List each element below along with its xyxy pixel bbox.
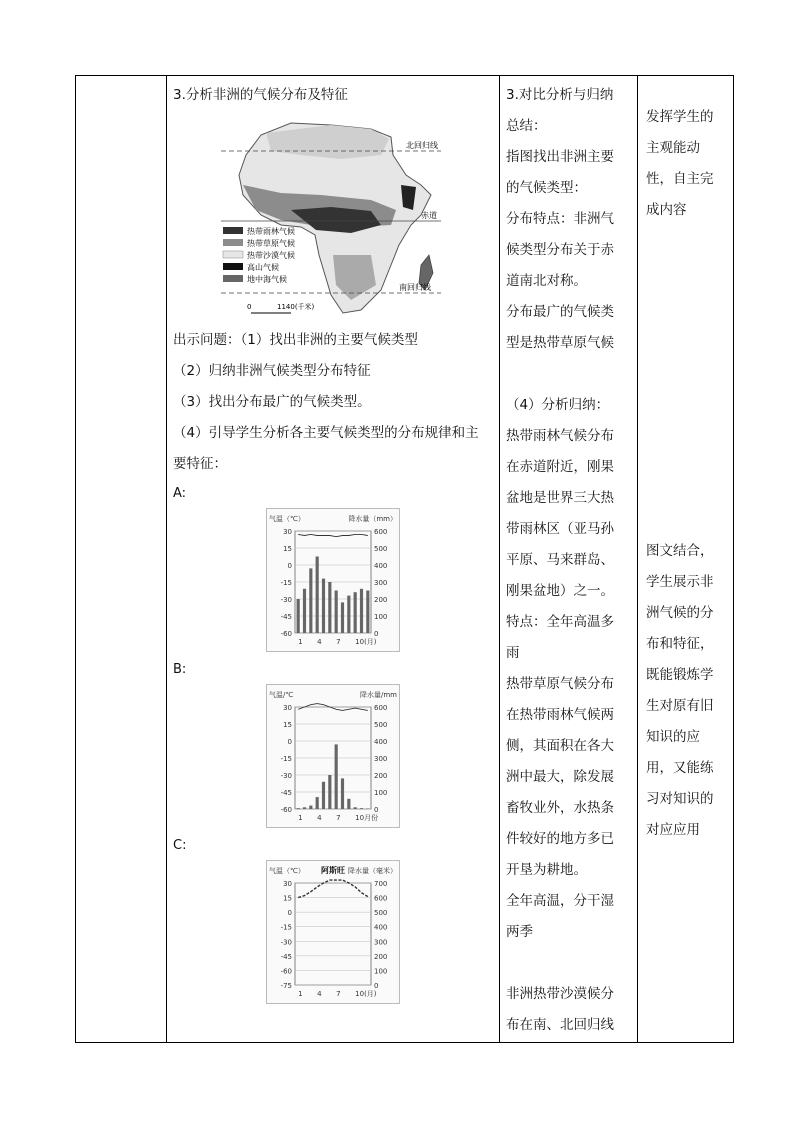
precip-bar [366, 591, 369, 634]
left-tick-label: 15 [283, 545, 292, 553]
precip-bar [322, 579, 325, 633]
student-text-line: 特点：全年高温多 [506, 614, 614, 630]
left-axis-label: 气温（℃） [269, 867, 305, 875]
right-tick-label: 700 [374, 880, 388, 888]
legend-label-3: 热带沙漠气候 [247, 251, 295, 260]
student-text-line: 开垦为耕地。 [506, 862, 587, 878]
student-text-line: 总结： [506, 118, 547, 134]
student-text-line: 盆地是世界三大热 [506, 490, 614, 506]
climate-chart-b [266, 684, 400, 828]
chart-b-label: B: [173, 662, 187, 677]
col-divider-2 [499, 76, 500, 1042]
left-tick-label: 30 [283, 704, 292, 712]
right-tick-label: 0 [374, 806, 379, 814]
student-activity-cell [506, 76, 634, 1041]
left-tick-label: 15 [283, 894, 292, 903]
x-tick-label: 10(月) [355, 990, 377, 998]
intent-text-line: 既能锻炼学 [646, 667, 714, 683]
student-text-line: 刚果盆地）之一。 [506, 583, 614, 599]
precip-bar [335, 591, 338, 634]
question-1: 出示问题：（1）找出非洲的主要气候类型 [173, 332, 418, 348]
precip-bar [316, 797, 319, 809]
left-tick-label: -15 [280, 755, 292, 763]
left-tick-label: -15 [280, 923, 292, 932]
x-tick-label: 7 [336, 990, 341, 998]
question-4-line2: 要特征： [173, 456, 227, 472]
precip-bar [354, 807, 357, 809]
left-axis-label: 气温/℃ [269, 691, 294, 699]
intent-text-line: 生对原有旧 [646, 698, 714, 714]
climate-chart-a [266, 508, 400, 652]
right-axis-label: 降水量（mm） [348, 515, 397, 523]
chart-title: 阿斯旺 [321, 866, 345, 875]
right-tick-label: 0 [374, 982, 379, 990]
precip-bar [347, 799, 350, 809]
left-tick-label: 15 [283, 721, 292, 729]
x-tick-label: 4 [317, 990, 322, 998]
design-intent-cell [646, 76, 726, 846]
tropic-north-label: 北回归线 [406, 141, 438, 150]
right-tick-label: 600 [374, 704, 388, 712]
precip-bar [347, 596, 350, 633]
left-tick-label: -30 [280, 596, 292, 604]
precip-bar [360, 808, 363, 809]
student-text-line: 分布特点：非洲气 [506, 211, 614, 227]
intent-text-line: 习对知识的 [646, 791, 714, 807]
right-axis-label: 降水量（毫米） [348, 867, 397, 875]
teacher-activity-cell [173, 76, 493, 1004]
x-tick-label: 7 [336, 638, 341, 646]
student-text-line: 指图找出非洲主要 [506, 149, 614, 165]
section-heading: 3.分析非洲的气候分布及特征 [173, 87, 348, 103]
student-text-line: 3.对比分析与归纳 [506, 87, 614, 103]
student-text-line [506, 948, 634, 979]
student-text-line: 分布最广的气候类 [506, 304, 614, 320]
legend-label-2: 热带草原气候 [247, 239, 295, 248]
student-text-line: 非洲热带沙漠候分 [506, 986, 614, 1002]
right-tick-label: 300 [374, 579, 388, 587]
left-tick-label: 30 [283, 880, 292, 888]
intent-text-line: 成内容 [646, 202, 687, 218]
legend-swatch-alpine [223, 263, 243, 270]
right-tick-label: 600 [374, 894, 388, 903]
student-text-line: 布在南、北回归线 [506, 1017, 614, 1033]
lesson-table [75, 75, 734, 1043]
africa-climate-map [221, 115, 461, 325]
left-tick-label: -45 [280, 952, 292, 961]
intent-text-line: 主观能动 [646, 140, 700, 156]
precip-bar [309, 806, 312, 809]
intent-text-line: 知识的应 [646, 729, 700, 745]
intent-text-line: 洲气候的分 [646, 605, 714, 621]
map-legend [223, 226, 295, 284]
intent-text-line: 发挥学生的 [646, 109, 714, 125]
legend-swatch-savanna [223, 239, 243, 246]
chart-c-label: C: [173, 838, 187, 853]
right-tick-label: 500 [374, 545, 388, 553]
student-text-line: 洲中最大，除发展 [506, 769, 614, 785]
precip-bar [303, 807, 306, 809]
left-tick-label: -30 [280, 938, 292, 947]
legend-label-4: 高山气候 [247, 263, 279, 272]
x-tick-label: 10(月) [355, 638, 377, 646]
intent-block-1 [646, 102, 726, 226]
right-axis-label: 降水量/mm [360, 691, 397, 699]
left-tick-label: -60 [280, 630, 292, 638]
right-tick-label: 500 [374, 721, 388, 729]
left-tick-label: 0 [287, 738, 292, 746]
student-text-line [506, 359, 634, 390]
student-text-line: 全年高温，分干湿 [506, 893, 614, 909]
equator-label: 赤道 [421, 211, 437, 220]
question-3: （3）找出分布最广的气候类型。 [173, 394, 371, 410]
left-tick-label: -45 [280, 613, 292, 621]
precip-bar [360, 589, 363, 633]
left-tick-label: 30 [283, 528, 292, 536]
intent-text-line: 对应应用 [646, 822, 700, 838]
precip-bar [297, 808, 300, 809]
climate-chart-c [266, 860, 400, 1004]
student-text-line: 两季 [506, 924, 533, 940]
student-text-line: （4）分析归纳： [506, 397, 610, 413]
x-tick-label: 1 [298, 638, 303, 646]
precip-bar [297, 599, 300, 633]
tropic-south-label: 南回归线 [399, 283, 431, 292]
intent-text-line: 图文结合， [646, 543, 714, 559]
left-tick-label: -60 [280, 806, 292, 814]
precip-bar [341, 778, 344, 809]
left-tick-label: -45 [280, 789, 292, 797]
left-tick-label: 0 [287, 562, 292, 570]
question-4-line1: （4）引导学生分析各主要气候类型的分布规律和主 [173, 425, 479, 441]
left-tick-label: -75 [280, 982, 292, 990]
right-tick-label: 600 [374, 528, 388, 536]
left-tick-label: -60 [280, 967, 292, 976]
precip-bar [328, 582, 331, 633]
precip-bar [309, 568, 312, 633]
intent-text-line: 性，自主完 [646, 171, 714, 187]
scale-end: 1140(千米) [277, 303, 315, 311]
precip-bar [335, 744, 338, 809]
col-divider-3 [637, 76, 638, 1042]
legend-swatch-desert [223, 251, 243, 258]
student-text-line: 热带草原气候分布 [506, 676, 614, 692]
legend-swatch-rainforest [223, 227, 243, 234]
x-tick-label: 4 [317, 638, 322, 646]
left-tick-label: -15 [280, 579, 292, 587]
x-tick-label: 1 [298, 990, 303, 998]
temperature-line [298, 534, 368, 536]
student-text-line: 在热带雨林气候两 [506, 707, 614, 723]
right-tick-label: 100 [374, 967, 388, 976]
precip-bar [366, 808, 369, 809]
plot-frame [295, 883, 371, 985]
right-tick-label: 100 [374, 613, 388, 621]
intent-text-line: 布和特征， [646, 636, 714, 652]
student-text-line: 雨 [506, 645, 520, 661]
x-tick-label: 4 [317, 814, 322, 822]
student-text-line: 畜牧业外，水热条 [506, 800, 614, 816]
precip-bar [341, 602, 344, 633]
left-tick-label: 0 [287, 909, 292, 918]
right-tick-label: 300 [374, 938, 388, 947]
intent-block-2 [646, 536, 726, 846]
precip-bar [303, 589, 306, 633]
right-tick-label: 100 [374, 789, 388, 797]
right-tick-label: 400 [374, 923, 388, 932]
intent-text-line: 学生展示非 [646, 574, 714, 590]
precip-bar [322, 782, 325, 809]
student-text-line: 热带雨林气候分布 [506, 428, 614, 444]
precip-bar [316, 557, 319, 634]
x-tick-label: 1 [298, 814, 303, 822]
col-divider-1 [166, 76, 167, 1042]
precip-bar [328, 775, 331, 809]
student-text-line: 候类型分布关于赤 [506, 242, 614, 258]
right-tick-label: 400 [374, 562, 388, 570]
right-tick-label: 400 [374, 738, 388, 746]
right-tick-label: 0 [374, 630, 379, 638]
precip-bar [354, 592, 357, 633]
legend-swatch-mediterranean [223, 275, 243, 282]
question-2: （2）归纳非洲气候类型分布特征 [173, 363, 371, 379]
student-text-line: 平原、马来群岛、 [506, 552, 614, 568]
x-tick-label: 10月份 [355, 814, 379, 822]
right-tick-label: 300 [374, 755, 388, 763]
legend-label-5: 地中海气候 [247, 275, 287, 284]
student-text-line: 件较好的地方多已 [506, 831, 614, 847]
chart-a-label: A: [173, 486, 187, 501]
left-tick-label: -30 [280, 772, 292, 780]
student-text-line: 带雨林区（亚马孙 [506, 521, 614, 537]
student-text-line: 侧，其面积在各大 [506, 738, 614, 754]
right-tick-label: 200 [374, 952, 388, 961]
scale-start: 0 [247, 303, 252, 311]
right-tick-label: 200 [374, 596, 388, 604]
right-tick-label: 200 [374, 772, 388, 780]
x-tick-label: 7 [336, 814, 341, 822]
right-tick-label: 500 [374, 909, 388, 918]
student-text-line: 道南北对称。 [506, 273, 587, 289]
student-text-line: 在赤道附近，刚果 [506, 459, 614, 475]
student-text-line: 的气候类型： [506, 180, 587, 196]
legend-label-1: 热带雨林气候 [247, 227, 295, 236]
left-axis-label: 气温（℃） [269, 515, 305, 523]
student-text-line: 型是热带草原气候 [506, 335, 614, 351]
intent-text-line: 用，又能练 [646, 760, 714, 776]
